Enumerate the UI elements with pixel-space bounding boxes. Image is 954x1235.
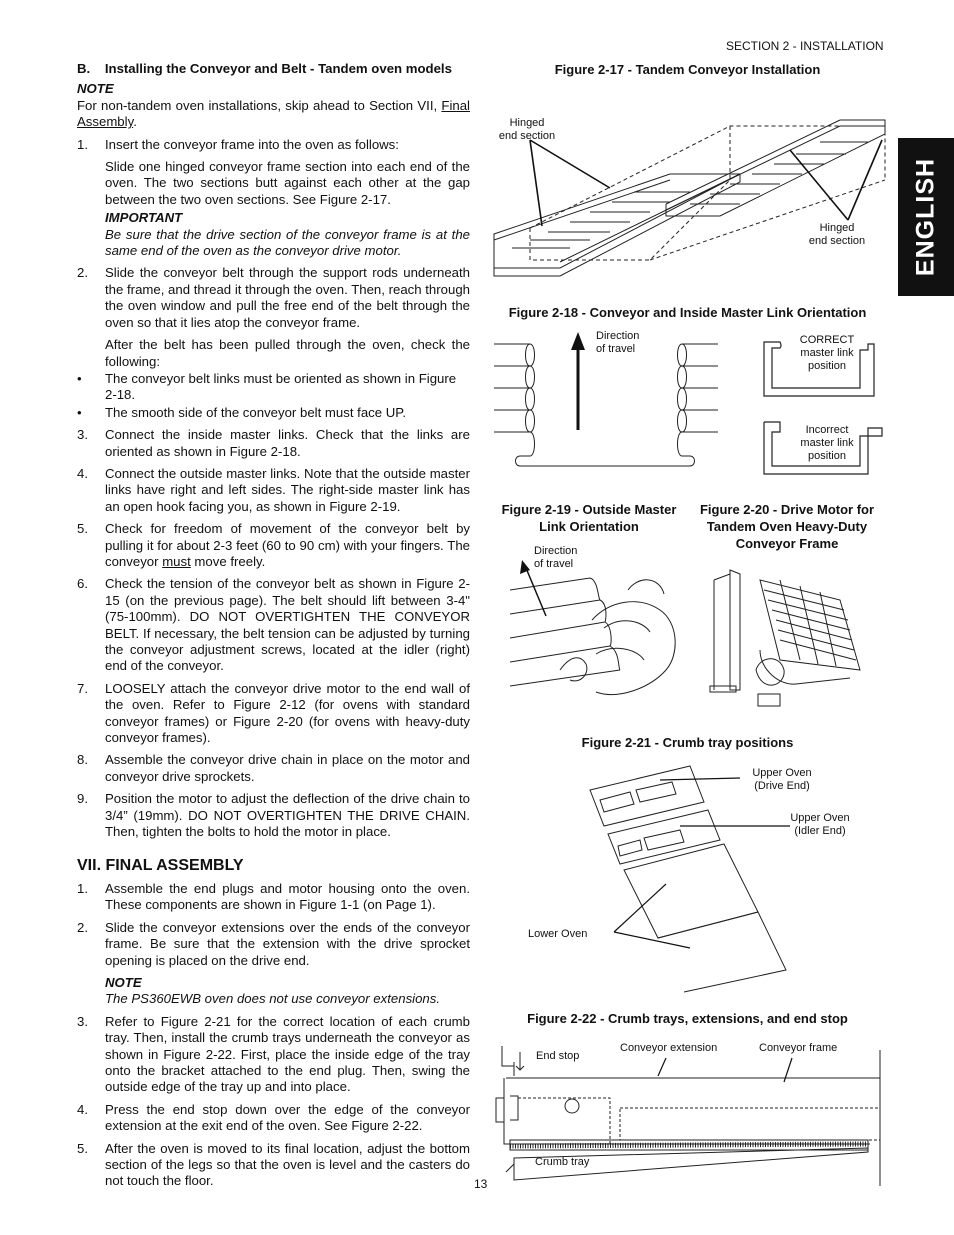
fig21-upper-drive: Upper Oven (Drive End): [752, 767, 812, 792]
fig17-label-left: Hinged end section: [498, 117, 556, 142]
fig22-drawing: [490, 1040, 886, 1186]
step-5: 5. Check for freedom of movement of the conveyor belt by pulling it for about 2-3 feet (60 to 90 cm) with your fingers. The conveyor must move freely.: [77, 521, 470, 569]
step-7: 7. LOOSELY attach the conveyor drive motor to the end wall of the oven. Refer to Figure 2-12 (for ovens with standard conveyor frames) or Figure 2-20 (for ovens with heavy-duty conveyor frames).: [77, 680, 470, 746]
fig21-drawing: [580, 760, 890, 990]
section-header: SECTION 2 - INSTALLATION: [726, 39, 884, 53]
final-step-1: 1. Assemble the end plugs and motor housing onto the oven. These components are shown in Figure 1-1 (on Page 1).: [77, 880, 470, 913]
final-step-2: 2. Slide the conveyor extensions over the ends of the conveyor frame. Be sure that the extension with the drive sprocket opening is placed on the drive end.: [77, 919, 470, 968]
step-2-after: After the belt has been pulled through the oven, check the following:: [105, 337, 470, 369]
note-label: NOTE: [77, 81, 114, 97]
fig18-incorrect: Incorrect master link position: [800, 424, 854, 462]
fig19-drawing: [500, 560, 690, 710]
fig22-crumb-tray: Crumb tray: [535, 1156, 590, 1168]
bullet-1: • The conveyor belt links must be oriented as shown in Figure 2-18.: [77, 370, 457, 403]
step-3: 3. Connect the inside master links. Check that the links are oriented as shown in Figure 2-18.: [77, 427, 470, 459]
note2-label: NOTE: [105, 974, 142, 990]
fig20-drawing: [700, 560, 880, 710]
note-text: For non-tandem oven installations, skip ahead to Section VII, Final Assembly.: [77, 97, 470, 130]
step-4: 4. Connect the outside master links. Note that the outside master links have right and left sides. The right-side master link has an open hook facing you, as shown in Figure 2-19.: [77, 465, 470, 514]
language-tab: [898, 138, 954, 296]
fig21-upper-idler: Upper Oven (Idler End): [790, 812, 850, 837]
fig22-extension: Conveyor extension: [620, 1042, 718, 1054]
fig17-drawing: [490, 80, 890, 280]
step-8: 8. Assemble the conveyor drive chain in place on the motor and conveyor drive sprockets.: [77, 752, 470, 784]
fig22-end-stop: End stop: [536, 1050, 580, 1062]
step-6: 6. Check the tension of the conveyor belt as shown in Figure 2-15 (on the previous page). The belt should lift between 3-4" (75-100mm). DO NOT OVERTIGHTEN THE CONVEYOR BELT. If necessary, the belt tension can be adjusted by turning the conveyor adjustment screws, located at the idler (right) end of the conveyor.: [77, 576, 470, 674]
fig22-caption: Figure 2-22 - Crumb trays, extensions, and end stop: [527, 1011, 848, 1026]
final-step-3: 3. Refer to Figure 2-21 for the correct location of each crumb tray. Then, install the crumb trays underneath the conveyor as shown in Figure 2-22. First, place the inside edge of the tray onto the bracket attached to the end plug. Then, swing the outside edge of the tray up and into place.: [77, 1013, 470, 1095]
final-assembly-link[interactable]: Final Assembly: [77, 97, 470, 130]
fig21-caption: Figure 2-21 - Crumb tray positions: [581, 735, 794, 750]
bullet-2: • The smooth side of the conveyor belt must face UP.: [77, 404, 407, 420]
fig18-direction: Direction of travel: [596, 330, 640, 355]
step-1-detail: Slide one hinged conveyor frame section into each end of the oven. The two sections butt against each other at the gap between the two oven sections. See Figure 2-17.: [105, 159, 470, 207]
step-1: 1. Insert the conveyor frame into the oven as follows:: [77, 136, 399, 152]
left-column: [77, 61, 470, 1190]
language-tab-label: ENGLISH: [911, 157, 940, 277]
page-number: 13: [474, 1177, 488, 1191]
section-b-heading: B. Installing the Conveyor and Belt - Tandem oven models: [77, 61, 452, 76]
fig21-lower: Lower Oven: [528, 928, 588, 940]
fig17-label-right: Hinged end section: [808, 222, 866, 247]
fig18-correct: CORRECT master link position: [799, 334, 855, 372]
section-vii-heading: VII. FINAL ASSEMBLY: [77, 857, 244, 875]
final-step-4: 4. Press the end stop down over the edge of the conveyor extension at the exit end of the oven. See Figure 2-22.: [77, 1101, 470, 1134]
fig19-caption: Figure 2-19 - Outside Master Link Orientation: [501, 502, 677, 534]
fig18-drawing: [490, 326, 890, 476]
fig20-caption: Figure 2-20 - Drive Motor for Tandem Oven Heavy-Duty Conveyor Frame: [699, 502, 875, 551]
step-2: 2. Slide the conveyor belt through the support rods underneath the frame, and thread it through the oven. Then, reach through the oven window and pull the free end of the belt through the oven so that it lies atop the conveyor frame.: [77, 265, 470, 330]
important-text: Be sure that the drive section of the conveyor frame is at the same end of the oven as the conveyor drive motor.: [105, 226, 470, 259]
final-step-5: 5. After the oven is moved to its final location, adjust the bottom section of the legs so that the oven is level and the casters do not touch the floor.: [77, 1140, 470, 1189]
fig17-caption: Figure 2-17 - Tandem Conveyor Installation: [554, 62, 821, 77]
important-label: IMPORTANT: [105, 210, 183, 226]
fig22-frame: Conveyor frame: [759, 1042, 838, 1054]
fig19-direction: Direction of travel: [534, 545, 578, 570]
fig18-caption: Figure 2-18 - Conveyor and Inside Master Link Orientation: [508, 305, 867, 320]
note2-text: The PS360EWB oven does not use conveyor extensions.: [105, 991, 441, 1007]
step-9: 9. Position the motor to adjust the deflection of the drive chain to 3/4” (19mm). DO NOT OVERTIGHTEN THE DRIVE CHAIN. Then, tighten the bolts to hold the motor in place.: [77, 791, 470, 840]
